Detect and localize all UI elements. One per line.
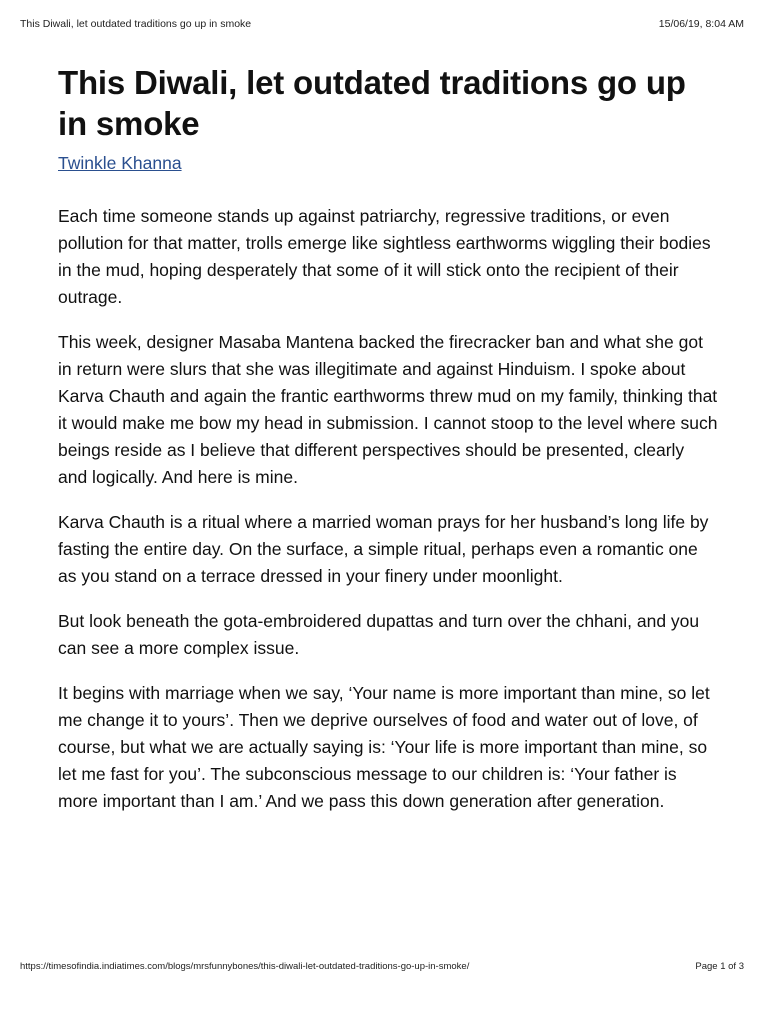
article-title: This Diwali, let outdated traditions go up in smoke [58,64,686,142]
article-paragraph: But look beneath the gota-embroidered dupattas and turn over the chhani, and you can see a more complex issue. [58,611,700,658]
article-paragraph: This week, designer Masaba Mantena backed the firecracker ban and what she got in return were slurs that she was illegitimate and against Hinduism. I spoke about Karva Chauth and again the frantic earthworms threw mud on my family, thinking that it would make me bow my head in submission. I cannot stoop to the level where such beings reside as I believe that different perspectives should be presented, clearly and logically. And here is mine. [58,332,718,487]
print-header [20,18,744,32]
author-link[interactable]: Twinkle Khanna [58,153,182,173]
footer-url: https://timesofindia.indiatimes.com/blogs/mrsfunnybones/this-diwali-let-outdated-traditions-go-up-in-smoke/ [20,961,470,972]
article-body [58,203,718,815]
print-header-datetime: 15/06/19, 8:04 AM [658,18,744,30]
article-paragraph: Karva Chauth is a ritual where a married woman prays for her husband’s long life by fasting the entire day. On the surface, a simple ritual, perhaps even a romantic one as you stand on a terrace dressed in your finery under moonlight. [58,512,709,586]
article-paragraph: It begins with marriage when we say, ‘Your name is more important than mine, so let me change it to yours’. Then we deprive ourselves of food and water out of love, of course, but what we are actually saying is: ‘Your life is more important than mine, so let me fast for you’. The subconscious message to our children is: ‘Your father is more important than I am.’ And we pass this down generation after generation. [58,683,710,811]
page-number: Page 1 of 3 [695,961,744,972]
article-paragraph: Each time someone stands up against patriarchy, regressive traditions, or even pollution for that matter, trolls emerge like sightless earthworms wiggling their bodies in the mud, hoping desperately that some of it will stick onto the recipient of their outrage. [58,206,711,307]
article [58,62,718,833]
print-header-title: This Diwali, let outdated traditions go up in smoke [20,18,252,30]
print-footer [20,961,744,973]
